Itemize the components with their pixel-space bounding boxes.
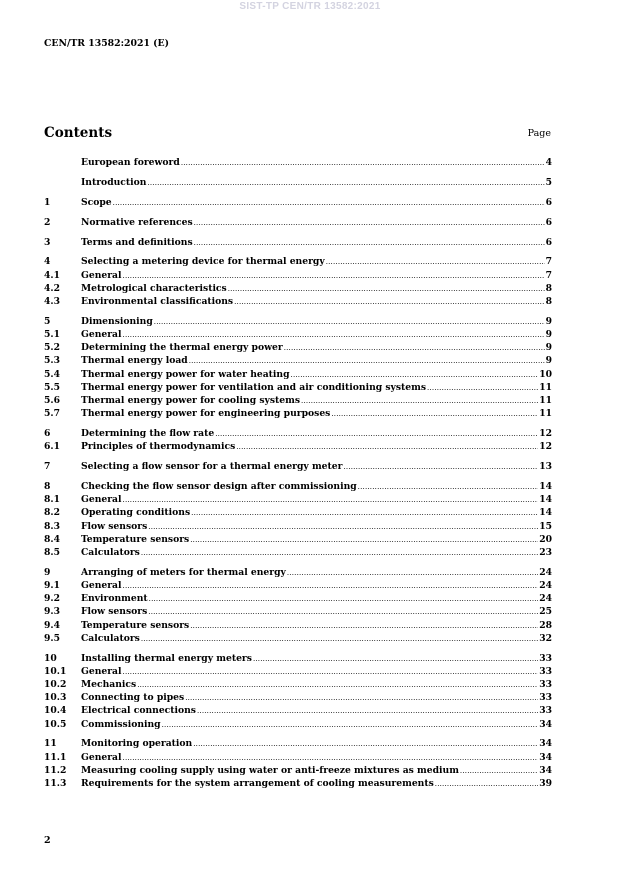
toc-entry-number: 5 bbox=[44, 315, 51, 327]
toc-entry[interactable] bbox=[44, 216, 552, 229]
toc-entry-number: 5.7 bbox=[44, 408, 60, 420]
toc-entry-number: 7 bbox=[44, 461, 51, 473]
toc-entry-title: Thermal energy load bbox=[81, 355, 188, 367]
toc-entry-title: Electrical connections bbox=[81, 705, 196, 717]
toc-dot-leader bbox=[343, 461, 538, 474]
toc-entry-title: Installing thermal energy meters bbox=[81, 652, 252, 664]
toc-entry[interactable] bbox=[44, 777, 552, 790]
toc-entry[interactable] bbox=[44, 751, 552, 764]
toc-entry-number: 10.3 bbox=[44, 692, 67, 704]
toc-entry-page: 8 bbox=[545, 282, 552, 294]
toc-dot-leader bbox=[141, 547, 538, 560]
toc-dot-leader bbox=[427, 382, 538, 395]
toc-entry[interactable] bbox=[44, 407, 552, 420]
toc-entry-title: Thermal energy power for water heating bbox=[81, 368, 290, 380]
toc-entry-title: Connecting to pipes bbox=[81, 692, 185, 704]
toc-entry-title: Selecting a metering device for thermal energy bbox=[81, 256, 325, 268]
toc-entry-title: Flow sensors bbox=[81, 606, 148, 618]
toc-entry-page: 33 bbox=[539, 652, 552, 664]
toc-entry-title: European foreword bbox=[81, 157, 180, 168]
toc-entry-page: 15 bbox=[539, 520, 552, 532]
toc-dot-leader bbox=[197, 705, 538, 718]
toc-entry-number: 5.6 bbox=[44, 394, 60, 406]
toc-entry-number: 8.3 bbox=[44, 520, 60, 532]
toc-entry[interactable] bbox=[44, 579, 552, 592]
toc-dot-leader bbox=[301, 395, 538, 408]
toc-entry-number: 9.5 bbox=[44, 632, 60, 644]
toc-entry-page: 33 bbox=[539, 678, 552, 690]
toc-entry-title: Temperature sensors bbox=[81, 619, 190, 631]
toc-entry[interactable] bbox=[44, 368, 552, 381]
toc-entry-page: 34 bbox=[539, 738, 552, 750]
toc-entry[interactable] bbox=[44, 269, 552, 282]
toc-entry[interactable] bbox=[44, 440, 552, 453]
toc-entry-title: General bbox=[81, 665, 122, 677]
toc-entry[interactable] bbox=[44, 691, 552, 704]
toc-entry[interactable] bbox=[44, 665, 552, 678]
toc-entry-number: 11 bbox=[44, 738, 57, 750]
toc-entry-page: 34 bbox=[539, 718, 552, 730]
toc-dot-leader bbox=[190, 534, 538, 547]
toc-dot-leader bbox=[185, 692, 538, 705]
toc-entry-page: 7 bbox=[545, 269, 552, 281]
toc-dot-leader bbox=[194, 217, 545, 230]
toc-entry-page: 9 bbox=[545, 315, 552, 327]
toc-entry[interactable] bbox=[44, 328, 552, 341]
toc-entry-number: 4 bbox=[44, 256, 51, 268]
toc-entry-page: 24 bbox=[539, 593, 552, 605]
toc-entry-number: 5.3 bbox=[44, 355, 60, 367]
toc-dot-leader bbox=[123, 580, 539, 593]
toc-entry-title: Determining the flow rate bbox=[81, 428, 215, 439]
toc-entry-number: 3 bbox=[44, 236, 51, 248]
toc-entry[interactable] bbox=[44, 533, 552, 546]
toc-entry-page: 33 bbox=[539, 705, 552, 717]
toc-dot-leader bbox=[215, 428, 538, 441]
toc-entry-page: 6 bbox=[545, 236, 552, 248]
toc-dot-leader bbox=[331, 408, 538, 421]
toc-dot-leader bbox=[234, 296, 544, 309]
toc-dot-leader bbox=[284, 342, 545, 355]
toc-dot-leader bbox=[191, 507, 538, 520]
toc-entry-page: 11 bbox=[539, 381, 552, 393]
toc-entry-title: General bbox=[81, 329, 122, 340]
toc-dot-leader bbox=[253, 653, 538, 666]
toc-entry-title: Metrological characteristics bbox=[81, 282, 227, 294]
toc-entry-title: Commissioning bbox=[81, 718, 161, 730]
toc-entry-number: 8.1 bbox=[44, 494, 60, 506]
toc-dot-leader bbox=[287, 567, 538, 580]
toc-entry-page: 11 bbox=[539, 408, 552, 420]
toc-dot-leader bbox=[154, 316, 545, 329]
toc-dot-leader bbox=[137, 679, 538, 692]
toc-entry-title: General bbox=[81, 269, 122, 281]
toc-entry-title: Principles of thermodynamics bbox=[81, 441, 236, 453]
toc-entry[interactable] bbox=[44, 315, 552, 328]
toc-entry-number: 5.4 bbox=[44, 368, 60, 380]
watermark: SIST-TP CEN/TR 13582:2021 bbox=[239, 1, 381, 12]
toc-entry-page: 24 bbox=[539, 566, 552, 578]
toc-entry-title: Requirements for the system arrangement of cooling measurements bbox=[81, 777, 434, 789]
toc-entry-number: 8 bbox=[44, 480, 51, 492]
toc-entry-page: 6 bbox=[545, 216, 552, 228]
toc-entry-number: 4.1 bbox=[44, 269, 60, 281]
toc-entry-title: Scope bbox=[81, 196, 112, 208]
toc-entry-title: Measuring cooling supply using water or anti-freeze mixtures as medium bbox=[81, 764, 459, 776]
toc-dot-leader bbox=[123, 666, 539, 679]
toc-dot-leader bbox=[435, 778, 538, 791]
toc-entry[interactable] bbox=[44, 394, 552, 407]
toc-entry-page: 8 bbox=[545, 295, 552, 307]
toc-entry[interactable] bbox=[44, 718, 552, 731]
toc-entry-page: 28 bbox=[539, 619, 552, 631]
toc-dot-leader bbox=[148, 606, 538, 619]
toc-entry-number: 4.3 bbox=[44, 295, 60, 307]
toc-entry-title: Checking the flow sensor design after commissioning bbox=[81, 480, 357, 492]
toc-dot-leader bbox=[149, 593, 539, 606]
toc-entry-page: 13 bbox=[539, 461, 552, 473]
toc-entry-number: 11.1 bbox=[44, 751, 67, 763]
toc-entry-title: Flow sensors bbox=[81, 520, 148, 532]
toc-entry-page: 6 bbox=[545, 196, 552, 208]
toc-entry-page: 14 bbox=[539, 494, 552, 506]
toc-entry-title: Monitoring operation bbox=[81, 738, 193, 750]
toc-dot-leader bbox=[236, 441, 538, 454]
toc-entry-number: 6.1 bbox=[44, 441, 60, 453]
toc-entry[interactable] bbox=[44, 506, 552, 519]
toc-entry-title: Calculators bbox=[81, 632, 140, 644]
toc-entry-page: 10 bbox=[539, 368, 552, 380]
toc-entry-number: 9 bbox=[44, 566, 51, 578]
toc-entry[interactable] bbox=[44, 427, 552, 440]
toc-entry-number: 1 bbox=[44, 196, 51, 208]
toc-entry[interactable] bbox=[44, 605, 552, 618]
toc-entry-page: 9 bbox=[545, 342, 552, 354]
toc-entry-title: Normative references bbox=[81, 216, 193, 228]
toc-entry-number: 4.2 bbox=[44, 282, 60, 294]
toc-entry-number: 5.5 bbox=[44, 381, 60, 393]
toc-entry-page: 14 bbox=[539, 480, 552, 492]
toc-entry-number: 11.3 bbox=[44, 777, 67, 789]
toc-entry-page: 4 bbox=[545, 157, 552, 168]
toc-entry-title: Dimensioning bbox=[81, 315, 153, 327]
toc-entry-page: 33 bbox=[539, 665, 552, 677]
toc-entry[interactable] bbox=[44, 704, 552, 717]
toc-entry-page: 23 bbox=[539, 546, 552, 558]
toc-entry-number: 10.4 bbox=[44, 705, 67, 717]
toc-dot-leader bbox=[148, 521, 538, 534]
toc-entry-title: Environmental classifications bbox=[81, 295, 234, 307]
toc-entry-number: 8.4 bbox=[44, 533, 60, 545]
toc-entry[interactable] bbox=[44, 480, 552, 493]
toc-entry-page: 12 bbox=[539, 441, 552, 453]
toc-entry-number: 10.2 bbox=[44, 678, 67, 690]
toc-entry[interactable] bbox=[44, 295, 552, 308]
toc-entry-number: 10.1 bbox=[44, 665, 67, 677]
toc-entry-page: 33 bbox=[539, 692, 552, 704]
toc-entry[interactable] bbox=[44, 176, 552, 189]
toc-entry-number: 6 bbox=[44, 428, 51, 439]
toc-entry[interactable] bbox=[44, 652, 552, 665]
toc-entry-page: 25 bbox=[539, 606, 552, 618]
toc-entry-page: 5 bbox=[545, 176, 552, 188]
toc-entry-number: 8.5 bbox=[44, 546, 60, 558]
toc-entry[interactable] bbox=[44, 156, 552, 169]
toc-entry-page: 9 bbox=[545, 355, 552, 367]
toc-entry-title: Introduction bbox=[81, 176, 147, 188]
toc-entry-title: General bbox=[81, 494, 122, 506]
toc-entry-title: Thermal energy power for engineering purposes bbox=[81, 408, 331, 420]
toc-entry-title: Determining the thermal energy power bbox=[81, 342, 283, 354]
toc-entry-page: 32 bbox=[539, 632, 552, 644]
toc-entry[interactable] bbox=[44, 764, 552, 777]
toc-entry-number: 10 bbox=[44, 652, 57, 664]
toc-entry[interactable] bbox=[44, 632, 552, 645]
toc-entry-page: 24 bbox=[539, 579, 552, 591]
toc-entry[interactable] bbox=[44, 493, 552, 506]
toc-entry[interactable] bbox=[44, 196, 552, 209]
toc-entry-number: 9.1 bbox=[44, 579, 60, 591]
toc-dot-leader bbox=[162, 719, 539, 732]
toc-dot-leader bbox=[147, 177, 544, 190]
toc-entry[interactable] bbox=[44, 566, 552, 579]
toc-entry-number: 11.2 bbox=[44, 764, 67, 776]
toc-entry[interactable] bbox=[44, 619, 552, 632]
toc-entry[interactable] bbox=[44, 592, 552, 605]
toc-entry-page: 9 bbox=[545, 329, 552, 340]
toc-entry-number: 2 bbox=[44, 216, 51, 228]
toc-dot-leader bbox=[228, 283, 545, 296]
document-id: CEN/TR 13582:2021 (E) bbox=[44, 38, 170, 49]
toc-entry-title: Terms and definitions bbox=[81, 236, 193, 248]
toc-entry[interactable] bbox=[44, 460, 552, 473]
toc-dot-leader bbox=[190, 620, 538, 633]
toc-dot-leader bbox=[113, 197, 545, 210]
toc-entry[interactable] bbox=[44, 737, 552, 750]
toc-entry-title: General bbox=[81, 579, 122, 591]
toc-entry[interactable] bbox=[44, 341, 552, 354]
toc-entry-title: Selecting a flow sensor for a thermal energy meter bbox=[81, 461, 343, 473]
toc-entry[interactable] bbox=[44, 381, 552, 394]
toc-entry-page: 34 bbox=[539, 751, 552, 763]
toc-entry-page: 14 bbox=[539, 507, 552, 519]
toc-dot-leader bbox=[141, 633, 538, 646]
toc-entry-page: 34 bbox=[539, 764, 552, 776]
toc-entry[interactable] bbox=[44, 678, 552, 691]
toc-entry-title: Environment bbox=[81, 593, 148, 605]
toc-dot-leader bbox=[460, 765, 538, 778]
toc-entry-title: Thermal energy power for cooling systems bbox=[81, 394, 301, 406]
toc-entry-title: Calculators bbox=[81, 546, 140, 558]
toc-entry-title: Operating conditions bbox=[81, 507, 191, 519]
page-column-label: Page bbox=[527, 128, 551, 139]
toc-entry-title: Thermal energy power for ventilation and air conditioning systems bbox=[81, 381, 427, 393]
toc-entry-title: Arranging of meters for thermal energy bbox=[81, 566, 286, 578]
table-of-contents bbox=[44, 156, 552, 790]
toc-dot-leader bbox=[326, 256, 545, 269]
toc-entry[interactable] bbox=[44, 255, 552, 268]
toc-entry-number: 5.2 bbox=[44, 342, 60, 354]
toc-entry-title: General bbox=[81, 751, 122, 763]
toc-entry-page: 12 bbox=[539, 428, 552, 439]
toc-dot-leader bbox=[181, 157, 545, 170]
toc-entry-title: Temperature sensors bbox=[81, 533, 190, 545]
toc-entry-page: 20 bbox=[539, 533, 552, 545]
toc-entry[interactable] bbox=[44, 282, 552, 295]
toc-entry-number: 10.5 bbox=[44, 718, 67, 730]
toc-dot-leader bbox=[194, 237, 545, 250]
toc-entry-page: 39 bbox=[539, 777, 552, 789]
toc-entry[interactable] bbox=[44, 546, 552, 559]
toc-entry-page: 7 bbox=[545, 256, 552, 268]
toc-entry-number: 5.1 bbox=[44, 329, 60, 340]
toc-entry[interactable] bbox=[44, 354, 552, 367]
toc-entry[interactable] bbox=[44, 236, 552, 249]
toc-entry-title: Mechanics bbox=[81, 678, 137, 690]
toc-entry[interactable] bbox=[44, 520, 552, 533]
toc-entry-number: 9.2 bbox=[44, 593, 60, 605]
toc-dot-leader bbox=[193, 738, 538, 751]
contents-heading: Contents bbox=[44, 125, 113, 141]
toc-entry-number: 8.2 bbox=[44, 507, 60, 519]
toc-dot-leader bbox=[358, 481, 539, 494]
toc-entry-page: 11 bbox=[539, 394, 552, 406]
toc-entry-number: 9.4 bbox=[44, 619, 60, 631]
footer-page-number: 2 bbox=[44, 835, 51, 846]
toc-entry-number: 9.3 bbox=[44, 606, 60, 618]
